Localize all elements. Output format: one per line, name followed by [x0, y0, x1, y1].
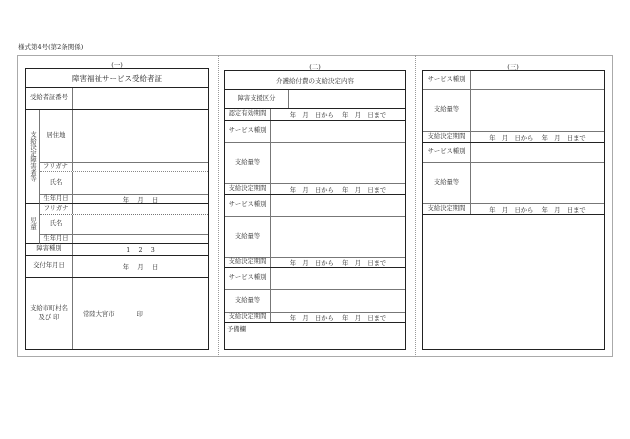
amount-row — [225, 143, 405, 184]
label: 生年月日 — [40, 195, 73, 203]
label: 支給決定期間 — [423, 132, 471, 142]
label: 氏名 — [40, 215, 73, 234]
furigana-field[interactable] — [73, 163, 208, 171]
label: 障害支援区分 — [225, 90, 289, 108]
label: サービス種別 — [225, 268, 271, 289]
child-birthdate-row — [40, 235, 208, 244]
label: 障害種別 — [26, 244, 73, 255]
reserve-row — [225, 323, 405, 349]
municipality-name: 常陸大宮市 — [83, 311, 115, 318]
service-type-row — [423, 143, 604, 163]
service-type-field[interactable] — [471, 71, 604, 89]
label: 支給決定期間 — [423, 204, 471, 214]
additional-services-panel — [422, 70, 605, 350]
label: 支給市町村名 及び 印 — [26, 278, 73, 349]
issue-date-row — [26, 256, 208, 278]
reserve-label: 予備欄 — [227, 326, 246, 333]
label: 生年月日 — [40, 235, 73, 243]
label: 支給量等 — [423, 163, 471, 203]
label: 支給量等 — [225, 143, 271, 183]
form-number: 様式第4号(第2条関係) — [18, 43, 84, 51]
amount-field[interactable] — [271, 290, 405, 312]
address-row — [40, 110, 208, 163]
amount-field[interactable] — [271, 143, 405, 183]
decision-period-row — [225, 313, 405, 323]
group-label-adult: 支給決定障害者等 — [26, 110, 40, 204]
service-type-field[interactable] — [271, 121, 405, 142]
amount-row — [225, 217, 405, 258]
decision-period-row — [423, 132, 604, 143]
amount-field[interactable] — [271, 217, 405, 257]
benefit-title: 介護給付費の支給決定内容 — [225, 71, 405, 90]
child-furigana-row — [40, 204, 208, 215]
cert-period-field[interactable]: 年 月 日から 年 月 日まで — [289, 112, 387, 119]
group-label-child: 児童 — [26, 204, 40, 244]
service-type-row — [423, 71, 604, 90]
label: サービス種別 — [225, 195, 271, 216]
child-furigana-field[interactable] — [73, 204, 208, 214]
fold-line — [415, 55, 416, 357]
decision-period-field[interactable]: 年 月 日から 年 月 日まで — [489, 134, 586, 142]
name-field[interactable] — [73, 172, 208, 194]
benefit-decision-panel — [224, 70, 406, 350]
decision-period-field[interactable]: 年 月 日から 年 月 日まで — [289, 260, 387, 267]
amount-row — [423, 163, 604, 204]
birthdate-field[interactable]: 年 月 日 — [122, 196, 159, 204]
seal-mark: 印 — [136, 311, 143, 318]
label: サービス種別 — [423, 143, 471, 162]
birthdate-row — [40, 195, 208, 204]
decision-period-field[interactable]: 年 月 日から 年 月 日まで — [489, 206, 586, 214]
label: 支給量等 — [225, 290, 271, 312]
service-type-field[interactable] — [471, 143, 604, 162]
decision-period-row — [225, 258, 405, 268]
decision-period-row — [423, 204, 604, 215]
disability-type-row — [26, 244, 208, 256]
panel-number: (三) — [507, 63, 519, 71]
label: 支給量等 — [423, 90, 471, 131]
label: 氏名 — [40, 172, 73, 194]
label: 交付年月日 — [26, 256, 73, 277]
label: 居住地 — [40, 110, 73, 162]
amount-row — [423, 90, 604, 132]
label: フリガナ — [40, 163, 73, 171]
issue-date-field[interactable]: 年 月 日 — [122, 264, 159, 271]
blank-area[interactable] — [423, 215, 604, 349]
label: 支給量等 — [225, 217, 271, 257]
label: 認定有効期間 — [225, 109, 271, 120]
address-field[interactable] — [73, 110, 208, 162]
child-name-field[interactable] — [73, 215, 208, 234]
service-type-row — [225, 195, 405, 217]
recipient-certificate-panel — [25, 68, 209, 350]
amount-field[interactable] — [471, 163, 604, 203]
support-level-field[interactable] — [289, 90, 405, 108]
service-type-field[interactable] — [271, 268, 405, 289]
service-type-row — [225, 121, 405, 143]
decision-period-field[interactable]: 年 月 日から 年 月 日まで — [289, 315, 387, 322]
decision-period-field[interactable]: 年 月 日から 年 月 日まで — [289, 186, 387, 194]
label: 支給決定期間 — [225, 313, 271, 322]
service-type-row — [225, 268, 405, 290]
recipient-no-field[interactable] — [73, 88, 208, 109]
amount-row — [225, 290, 405, 313]
label: サービス種別 — [423, 71, 471, 89]
decision-period-row — [225, 184, 405, 195]
municipality-row — [26, 278, 208, 349]
certificate-title: 障害福祉サービス受給者証 — [26, 69, 208, 88]
child-birthdate-field[interactable] — [73, 235, 208, 243]
panel-number: (一) — [111, 61, 123, 69]
name-row — [40, 172, 208, 195]
panel-number: (二) — [309, 63, 321, 71]
label: フリガナ — [40, 204, 73, 214]
support-level-row — [225, 90, 405, 109]
label: 受給者証番号 — [26, 88, 73, 109]
child-name-row — [40, 215, 208, 235]
label: サービス種別 — [225, 121, 271, 142]
label: 支給決定期間 — [225, 258, 271, 267]
amount-field[interactable] — [471, 90, 604, 131]
disability-type-options[interactable]: 1 2 3 — [126, 247, 155, 254]
cert-period-row — [225, 109, 405, 121]
recipient-no-row — [26, 88, 208, 110]
fold-line — [218, 55, 219, 357]
service-type-field[interactable] — [271, 195, 405, 216]
label: 支給決定期間 — [225, 184, 271, 194]
furigana-row — [40, 163, 208, 172]
